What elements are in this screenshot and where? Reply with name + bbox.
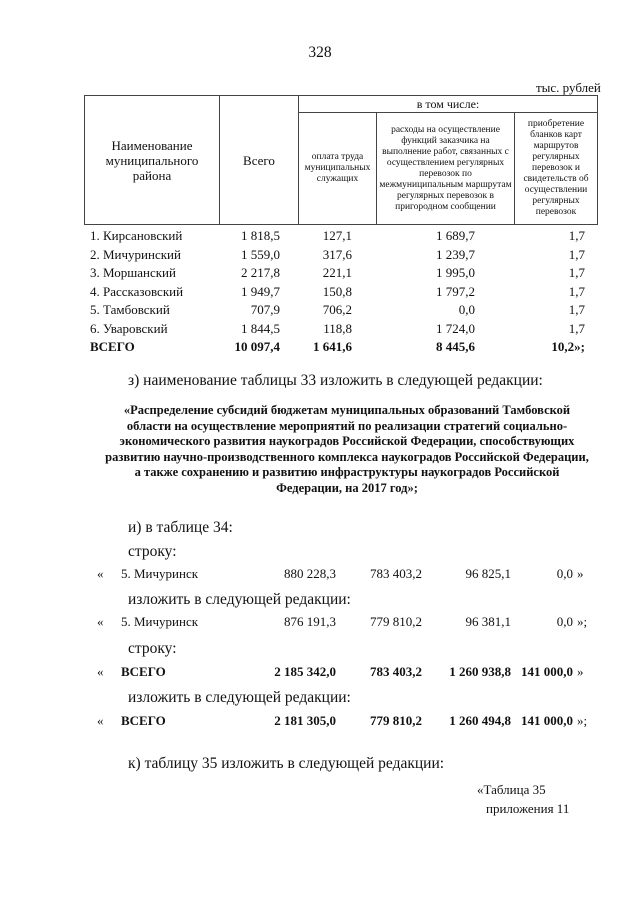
title-line: развитию научно-производственного комплекса наукоградов Российской Федерации,: [105, 449, 589, 464]
cell-name: ВСЕГО: [121, 713, 166, 728]
cell-name: 5. Тамбовский: [90, 302, 170, 317]
cell-name: 2. Мичуринский: [90, 246, 181, 262]
cell-name: ВСЕГО: [121, 664, 166, 679]
cell-end: »: [577, 566, 584, 581]
paragraph-k: к) таблицу 35 изложить в следующей редакции:: [128, 755, 445, 772]
cell-v3: 1 260 938,8: [449, 664, 511, 679]
header-name: Наименование муниципального района: [85, 96, 220, 225]
cell-q: «: [97, 664, 104, 679]
cell-end: »;: [577, 713, 588, 728]
table35-label: «Таблица 35: [477, 782, 546, 797]
title-line: экономического развития наукоградов Российской Федерации, способствующих: [119, 434, 575, 448]
cell-v1: 880 228,3: [284, 566, 336, 581]
header-total: Всего: [220, 96, 299, 225]
cell-c1: 706,2: [322, 302, 352, 317]
cell-c1: 127,1: [322, 228, 352, 243]
cell-q: «: [97, 566, 104, 581]
cell-c1: 118,8: [323, 320, 352, 336]
cell-c2: 1 995,0: [436, 265, 475, 280]
cell-c3: 10,2»;: [551, 339, 585, 354]
cell-end: »;: [577, 614, 588, 629]
line-izlozhit: изложить в следующей редакции:: [128, 591, 351, 608]
cell-name: 5. Мичуринск: [121, 566, 199, 581]
table34-row: [0, 614, 640, 632]
cell-total: 2 217,8: [241, 265, 280, 280]
table-row: [90, 247, 600, 265]
cell-v1: 876 191,3: [284, 614, 336, 629]
cell-v4: 141 000,0: [521, 664, 573, 679]
cell-c3: 1,7: [568, 246, 585, 262]
cell-c3: 1,7: [568, 283, 585, 299]
cell-c1: 1 641,6: [313, 339, 352, 354]
table-row: [90, 228, 600, 246]
cell-v2: 783 403,2: [370, 664, 422, 679]
cell-v4: 0,0: [556, 566, 573, 581]
cell-name: 1. Кирсановский: [90, 228, 183, 243]
cell-v3: 1 260 494,8: [449, 713, 511, 728]
title-line: области на осуществление мероприятий по реализации стратегий социально-: [126, 418, 568, 433]
units-label: тыс. рублей: [536, 80, 601, 95]
table34-row: [0, 664, 640, 682]
cell-total: 1 559,0: [241, 246, 280, 262]
table-row: [90, 265, 600, 283]
cell-name: 5. Мичуринск: [121, 614, 199, 629]
paragraph-z: з) наименование таблицы 33 изложить в следующей редакции:: [128, 372, 543, 389]
table-row: [90, 339, 600, 357]
title-line: «Распределение субсидий бюджетам муниципальных образований Тамбовской: [123, 403, 571, 417]
header-col2: расходы на осуществление функций заказчика на выполнение работ, связанных с осуществлением регулярных перевозок по межмуниципальным маршрутам регулярных перевозок в пригородном сообщении: [377, 113, 515, 225]
line-izlozhit: изложить в следующей редакции:: [128, 689, 351, 706]
cell-c2: 1 239,7: [436, 246, 475, 262]
cell-c2: 0,0: [458, 302, 475, 317]
cell-name: 3. Моршанский: [90, 265, 176, 280]
cell-name: 4. Рассказовский: [90, 283, 184, 299]
cell-total: 1 949,7: [241, 283, 280, 299]
line-stroku: строку:: [128, 640, 177, 657]
paragraph-i: и) в таблице 34:: [128, 519, 233, 536]
cell-v1: 2 181 305,0: [274, 713, 336, 728]
cell-c1: 150,8: [322, 283, 352, 299]
table34-row: [0, 713, 640, 731]
cell-c3: 1,7: [568, 320, 585, 336]
cell-c2: 1 724,0: [436, 320, 475, 336]
table-row: [90, 302, 600, 320]
appendix-label: приложения 11: [486, 801, 570, 816]
cell-total: 1 818,5: [241, 228, 280, 243]
cell-v3: 96 381,1: [465, 614, 511, 629]
cell-total: 707,9: [250, 302, 280, 317]
table-row: [90, 284, 600, 302]
table34-row: [0, 566, 640, 584]
title-line: а также сохранению и развитию инфраструктуры наукоградов Российской: [134, 465, 560, 479]
cell-c2: 1 797,2: [436, 283, 475, 299]
cell-total: 10 097,4: [234, 339, 280, 354]
cell-v2: 779 810,2: [370, 614, 422, 629]
header-col3: приобретение бланков карт маршрутов регулярных перевозок и свидетельств об осуществлении регулярных перевозок: [515, 113, 598, 225]
cell-v4: 141 000,0: [521, 713, 573, 728]
cell-end: »: [577, 664, 584, 679]
header-including: в том числе:: [299, 96, 598, 113]
title-line: Федерации, на 2017 год»;: [276, 480, 418, 495]
cell-c1: 221,1: [322, 265, 352, 280]
cell-v4: 0,0: [556, 614, 573, 629]
cell-v3: 96 825,1: [465, 566, 511, 581]
cell-q: «: [97, 614, 104, 629]
page-number: 328: [308, 44, 332, 61]
cell-c3: 1,7: [568, 302, 585, 317]
table-header: [84, 95, 598, 225]
cell-c2: 8 445,6: [436, 339, 475, 354]
table-row: [90, 321, 600, 339]
cell-total: 1 844,5: [241, 320, 280, 336]
table33-title: [92, 403, 602, 496]
cell-name: ВСЕГО: [90, 339, 135, 354]
header-col1: оплата труда муниципальных служащих: [299, 113, 377, 225]
cell-c3: 1,7: [568, 265, 585, 280]
line-stroku: строку:: [128, 543, 177, 560]
cell-c1: 317,6: [322, 246, 352, 262]
cell-c3: 1,7: [568, 228, 585, 243]
cell-q: «: [97, 713, 104, 728]
cell-v1: 2 185 342,0: [274, 664, 336, 679]
cell-name: 6. Уваровский: [90, 320, 168, 336]
cell-v2: 783 403,2: [370, 566, 422, 581]
cell-c2: 1 689,7: [436, 228, 475, 243]
cell-v2: 779 810,2: [370, 713, 422, 728]
